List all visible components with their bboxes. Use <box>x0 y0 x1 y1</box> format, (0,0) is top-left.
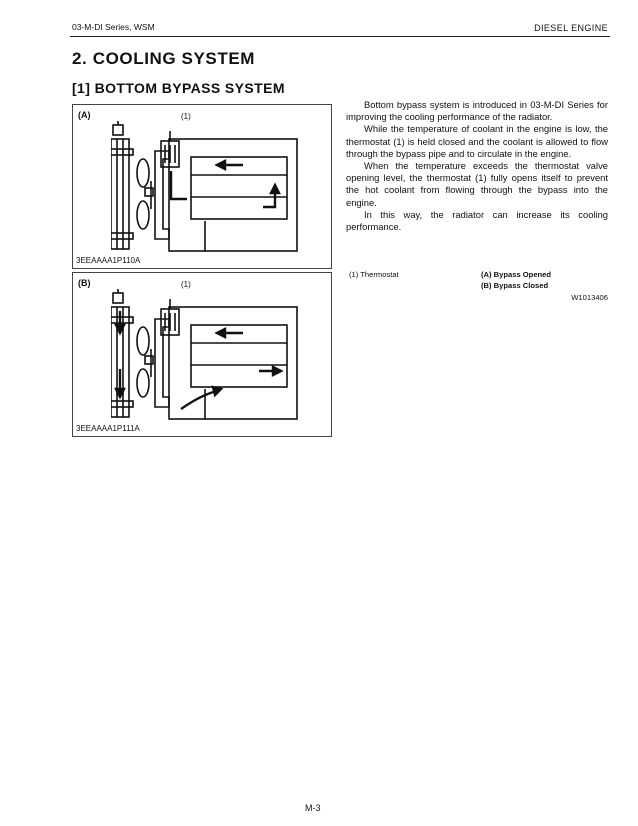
figure-code: 3EEAAAA1P110A <box>76 256 141 265</box>
cooling-diagram <box>111 289 311 425</box>
cooling-diagram <box>111 121 311 257</box>
header-rule <box>70 36 610 37</box>
section-title: 2. COOLING SYSTEM <box>72 49 256 68</box>
header-section: DIESEL ENGINE <box>534 23 608 33</box>
figure-bypass-opened <box>72 104 332 269</box>
figure-tag: (A) <box>78 110 91 120</box>
description-text <box>346 99 608 233</box>
paragraph: When the temperature exceeds the thermostat valve opening level, the thermostat (1) fully opens itself to prevent the hot coolant from flowing through the bypass into the engine. <box>346 160 608 208</box>
reference-code: W1013406 <box>571 293 608 302</box>
subsection-title: [1] BOTTOM BYPASS SYSTEM <box>72 80 285 96</box>
paragraph: In this way, the radiator can increase its cooling performance. <box>346 208 608 233</box>
figure-tag: (B) <box>78 278 91 288</box>
header-series: 03-M-DI Series, WSM <box>72 22 155 32</box>
thermostat-callout: (1) <box>181 112 191 121</box>
figure-code: 3EEAAAA1P111A <box>76 424 140 433</box>
paragraph: While the temperature of coolant in the engine is low, the thermostat (1) is held closed and the coolant is allowed to flow through the bypass pipe and to circulate in the engine. <box>346 123 608 159</box>
legend-bypass-opened: (A) Bypass Opened <box>481 270 552 279</box>
paragraph: Bottom bypass system is introduced in 03-M-DI Series for improving the cooling performance of the radiator. <box>346 99 608 123</box>
page-number: M-3 <box>305 803 321 813</box>
thermostat-callout: (1) <box>181 280 191 289</box>
legend-bypass-closed: (B) Bypass Closed <box>481 281 549 290</box>
figure-bypass-closed <box>72 272 332 437</box>
legend-thermostat: (1) Thermostat <box>349 270 399 279</box>
